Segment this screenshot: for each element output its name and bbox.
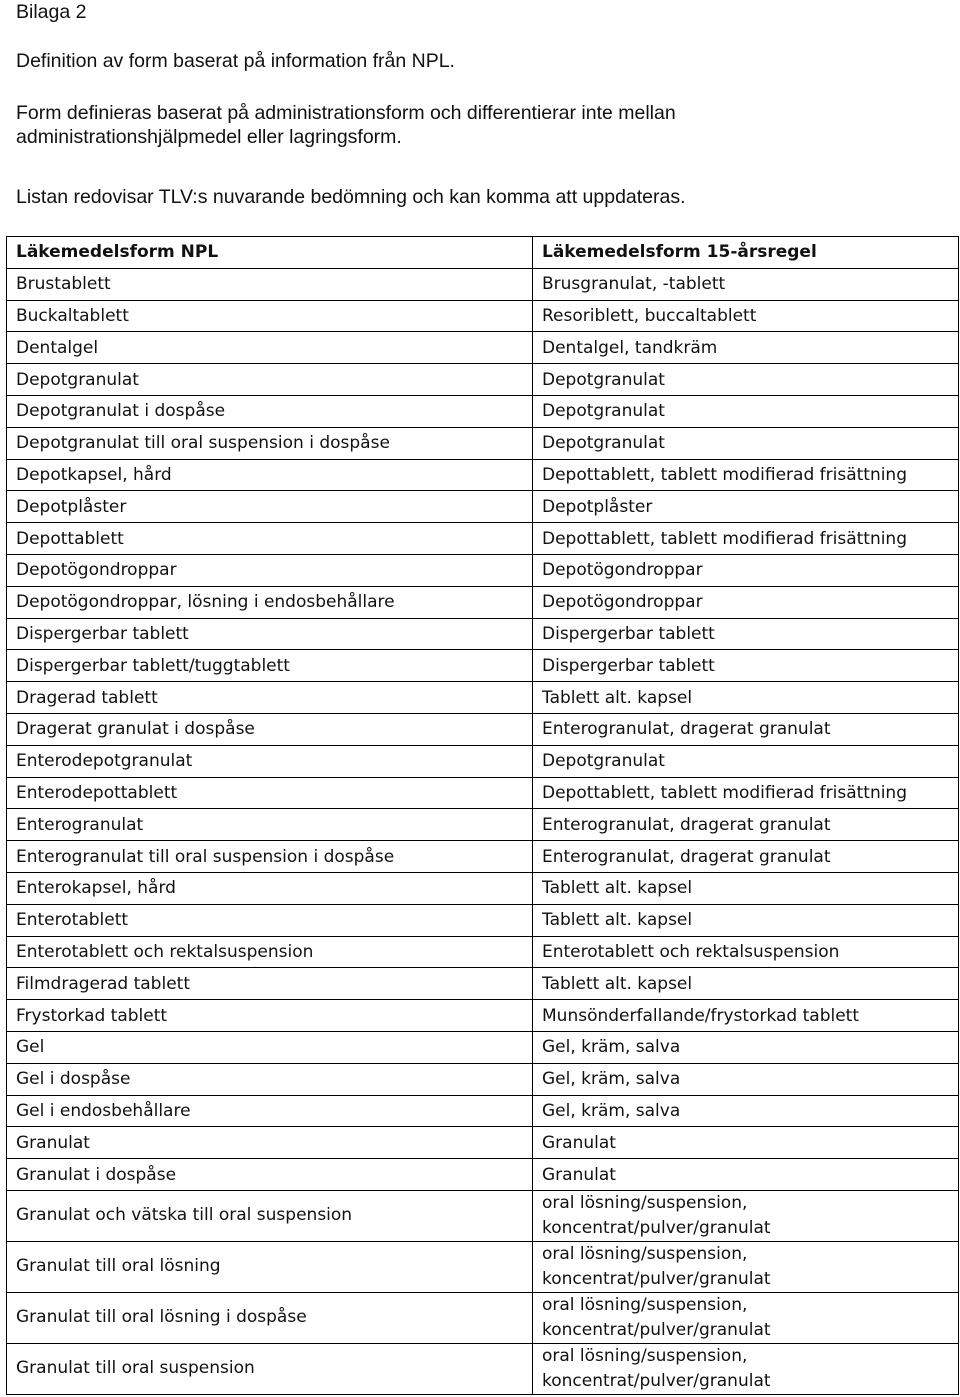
table-row xyxy=(7,1031,959,1063)
npl-form-cell: Depotgranulat xyxy=(7,364,533,396)
npl-form-cell: Filmdragerad tablett xyxy=(7,968,533,1000)
table-row xyxy=(7,554,959,586)
rule-form-cell: Tablett alt. kapsel xyxy=(533,904,959,936)
npl-form-cell: Enterodepotgranulat xyxy=(7,745,533,777)
table-row xyxy=(7,1241,959,1292)
npl-form-cell: Depottablett xyxy=(7,523,533,555)
npl-form-cell: Depotögondroppar xyxy=(7,554,533,586)
table-row xyxy=(7,300,959,332)
table-row xyxy=(7,1063,959,1095)
rule-form-cell: Resoriblett, buccaltablett xyxy=(533,300,959,332)
rule-form-cell: oral lösning/suspension, koncentrat/pulver/granulat xyxy=(533,1190,959,1241)
description-line-2: administrationshjälpmedel eller lagringsform. xyxy=(16,126,402,148)
table-row xyxy=(7,968,959,1000)
rule-form-cell: Dispergerbar tablett xyxy=(533,650,959,682)
table-row xyxy=(7,1127,959,1159)
rule-form-cell: Granulat xyxy=(533,1159,959,1191)
table-row xyxy=(7,872,959,904)
rule-form-cell: Tablett alt. kapsel xyxy=(533,872,959,904)
rule-form-cell: Depotögondroppar xyxy=(533,586,959,618)
npl-form-cell: Depotögondroppar, lösning i endosbehållare xyxy=(7,586,533,618)
table-row xyxy=(7,586,959,618)
npl-form-cell: Depotgranulat i dospåse xyxy=(7,395,533,427)
table-row xyxy=(7,1095,959,1127)
rule-form-cell: oral lösning/suspension, koncentrat/pulver/granulat xyxy=(533,1241,959,1292)
npl-form-cell: Depotkapsel, hård xyxy=(7,459,533,491)
npl-form-cell: Granulat xyxy=(7,1127,533,1159)
rule-form-cell: Enterogranulat, dragerat granulat xyxy=(533,809,959,841)
rule-form-cell: Gel, kräm, salva xyxy=(533,1063,959,1095)
table-row xyxy=(7,459,959,491)
npl-form-cell: Enterokapsel, hård xyxy=(7,872,533,904)
rule-form-cell: Brusgranulat, -tablett xyxy=(533,268,959,300)
npl-form-cell: Dentalgel xyxy=(7,332,533,364)
rule-form-cell: Tablett alt. kapsel xyxy=(533,682,959,714)
table-row xyxy=(7,650,959,682)
npl-form-cell: Gel i dospåse xyxy=(7,1063,533,1095)
rule-form-cell: Depottablett, tablett modifierad frisättning xyxy=(533,777,959,809)
table-row xyxy=(7,491,959,523)
rule-form-cell: Depotgranulat xyxy=(533,745,959,777)
rule-form-cell: oral lösning/suspension, koncentrat/pulver/granulat xyxy=(533,1292,959,1343)
table-row xyxy=(7,841,959,873)
npl-form-cell: Granulat i dospåse xyxy=(7,1159,533,1191)
npl-form-cell: Enterotablett och rektalsuspension xyxy=(7,936,533,968)
header-15-year-rule-form: Läkemedelsform 15-årsregel xyxy=(533,237,959,269)
npl-form-cell: Dispergerbar tablett xyxy=(7,618,533,650)
npl-form-cell: Gel i endosbehållare xyxy=(7,1095,533,1127)
npl-form-cell: Depotplåster xyxy=(7,491,533,523)
rule-form-cell: Depotplåster xyxy=(533,491,959,523)
rule-form-cell: Dentalgel, tandkräm xyxy=(533,332,959,364)
table-body xyxy=(7,268,959,1394)
table-row xyxy=(7,936,959,968)
rule-form-cell: Depotgranulat xyxy=(533,427,959,459)
rule-form-cell: Enterotablett och rektalsuspension xyxy=(533,936,959,968)
dosage-form-table xyxy=(6,236,959,1395)
description-line-1: Form definieras baserat på administrationsform och differentierar inte mellan xyxy=(16,102,676,124)
npl-form-cell: Gel xyxy=(7,1031,533,1063)
table-row xyxy=(7,1343,959,1394)
table-row xyxy=(7,1292,959,1343)
rule-form-cell: Depotgranulat xyxy=(533,395,959,427)
rule-form-cell: Munsönderfallande/frystorkad tablett xyxy=(533,1000,959,1032)
table-row xyxy=(7,268,959,300)
npl-form-cell: Brustablett xyxy=(7,268,533,300)
table-row xyxy=(7,427,959,459)
table-row xyxy=(7,1159,959,1191)
table-row xyxy=(7,682,959,714)
npl-form-cell: Buckaltablett xyxy=(7,300,533,332)
rule-form-cell: Enterogranulat, dragerat granulat xyxy=(533,841,959,873)
npl-form-cell: Dragerad tablett xyxy=(7,682,533,714)
note-text: Listan redovisar TLV:s nuvarande bedömning och kan komma att uppdateras. xyxy=(16,186,686,208)
npl-form-cell: Enterogranulat xyxy=(7,809,533,841)
npl-form-cell: Granulat till oral suspension xyxy=(7,1343,533,1394)
table-row xyxy=(7,777,959,809)
document-label: Bilaga 2 xyxy=(16,1,87,23)
rule-form-cell: Gel, kräm, salva xyxy=(533,1095,959,1127)
rule-form-cell: Tablett alt. kapsel xyxy=(533,968,959,1000)
npl-form-cell: Enterogranulat till oral suspension i dospåse xyxy=(7,841,533,873)
table-header-row xyxy=(7,237,959,269)
rule-form-cell: Depottablett, tablett modifierad frisättning xyxy=(533,459,959,491)
table-row xyxy=(7,745,959,777)
table-row xyxy=(7,364,959,396)
rule-form-cell: Depottablett, tablett modifierad frisättning xyxy=(533,523,959,555)
table-row xyxy=(7,1190,959,1241)
rule-form-cell: Enterogranulat, dragerat granulat xyxy=(533,713,959,745)
rule-form-cell: Granulat xyxy=(533,1127,959,1159)
table-row xyxy=(7,332,959,364)
npl-form-cell: Granulat till oral lösning i dospåse xyxy=(7,1292,533,1343)
npl-form-cell: Dispergerbar tablett/tuggtablett xyxy=(7,650,533,682)
rule-form-cell: oral lösning/suspension, koncentrat/pulver/granulat xyxy=(533,1343,959,1394)
table-row xyxy=(7,618,959,650)
npl-form-cell: Enterotablett xyxy=(7,904,533,936)
header-npl-form: Läkemedelsform NPL xyxy=(7,237,533,269)
table-row xyxy=(7,395,959,427)
description-text xyxy=(16,101,676,149)
rule-form-cell: Depotögondroppar xyxy=(533,554,959,586)
table-row xyxy=(7,713,959,745)
rule-form-cell: Dispergerbar tablett xyxy=(533,618,959,650)
npl-form-cell: Depotgranulat till oral suspension i dospåse xyxy=(7,427,533,459)
npl-form-cell: Granulat till oral lösning xyxy=(7,1241,533,1292)
rule-form-cell: Depotgranulat xyxy=(533,364,959,396)
npl-form-cell: Enterodepottablett xyxy=(7,777,533,809)
table-row xyxy=(7,1000,959,1032)
npl-form-cell: Granulat och vätska till oral suspension xyxy=(7,1190,533,1241)
table-row xyxy=(7,809,959,841)
table-row xyxy=(7,523,959,555)
table-row xyxy=(7,904,959,936)
rule-form-cell: Gel, kräm, salva xyxy=(533,1031,959,1063)
definition-text: Definition av form baserat på information från NPL. xyxy=(16,50,455,72)
npl-form-cell: Dragerat granulat i dospåse xyxy=(7,713,533,745)
npl-form-cell: Frystorkad tablett xyxy=(7,1000,533,1032)
